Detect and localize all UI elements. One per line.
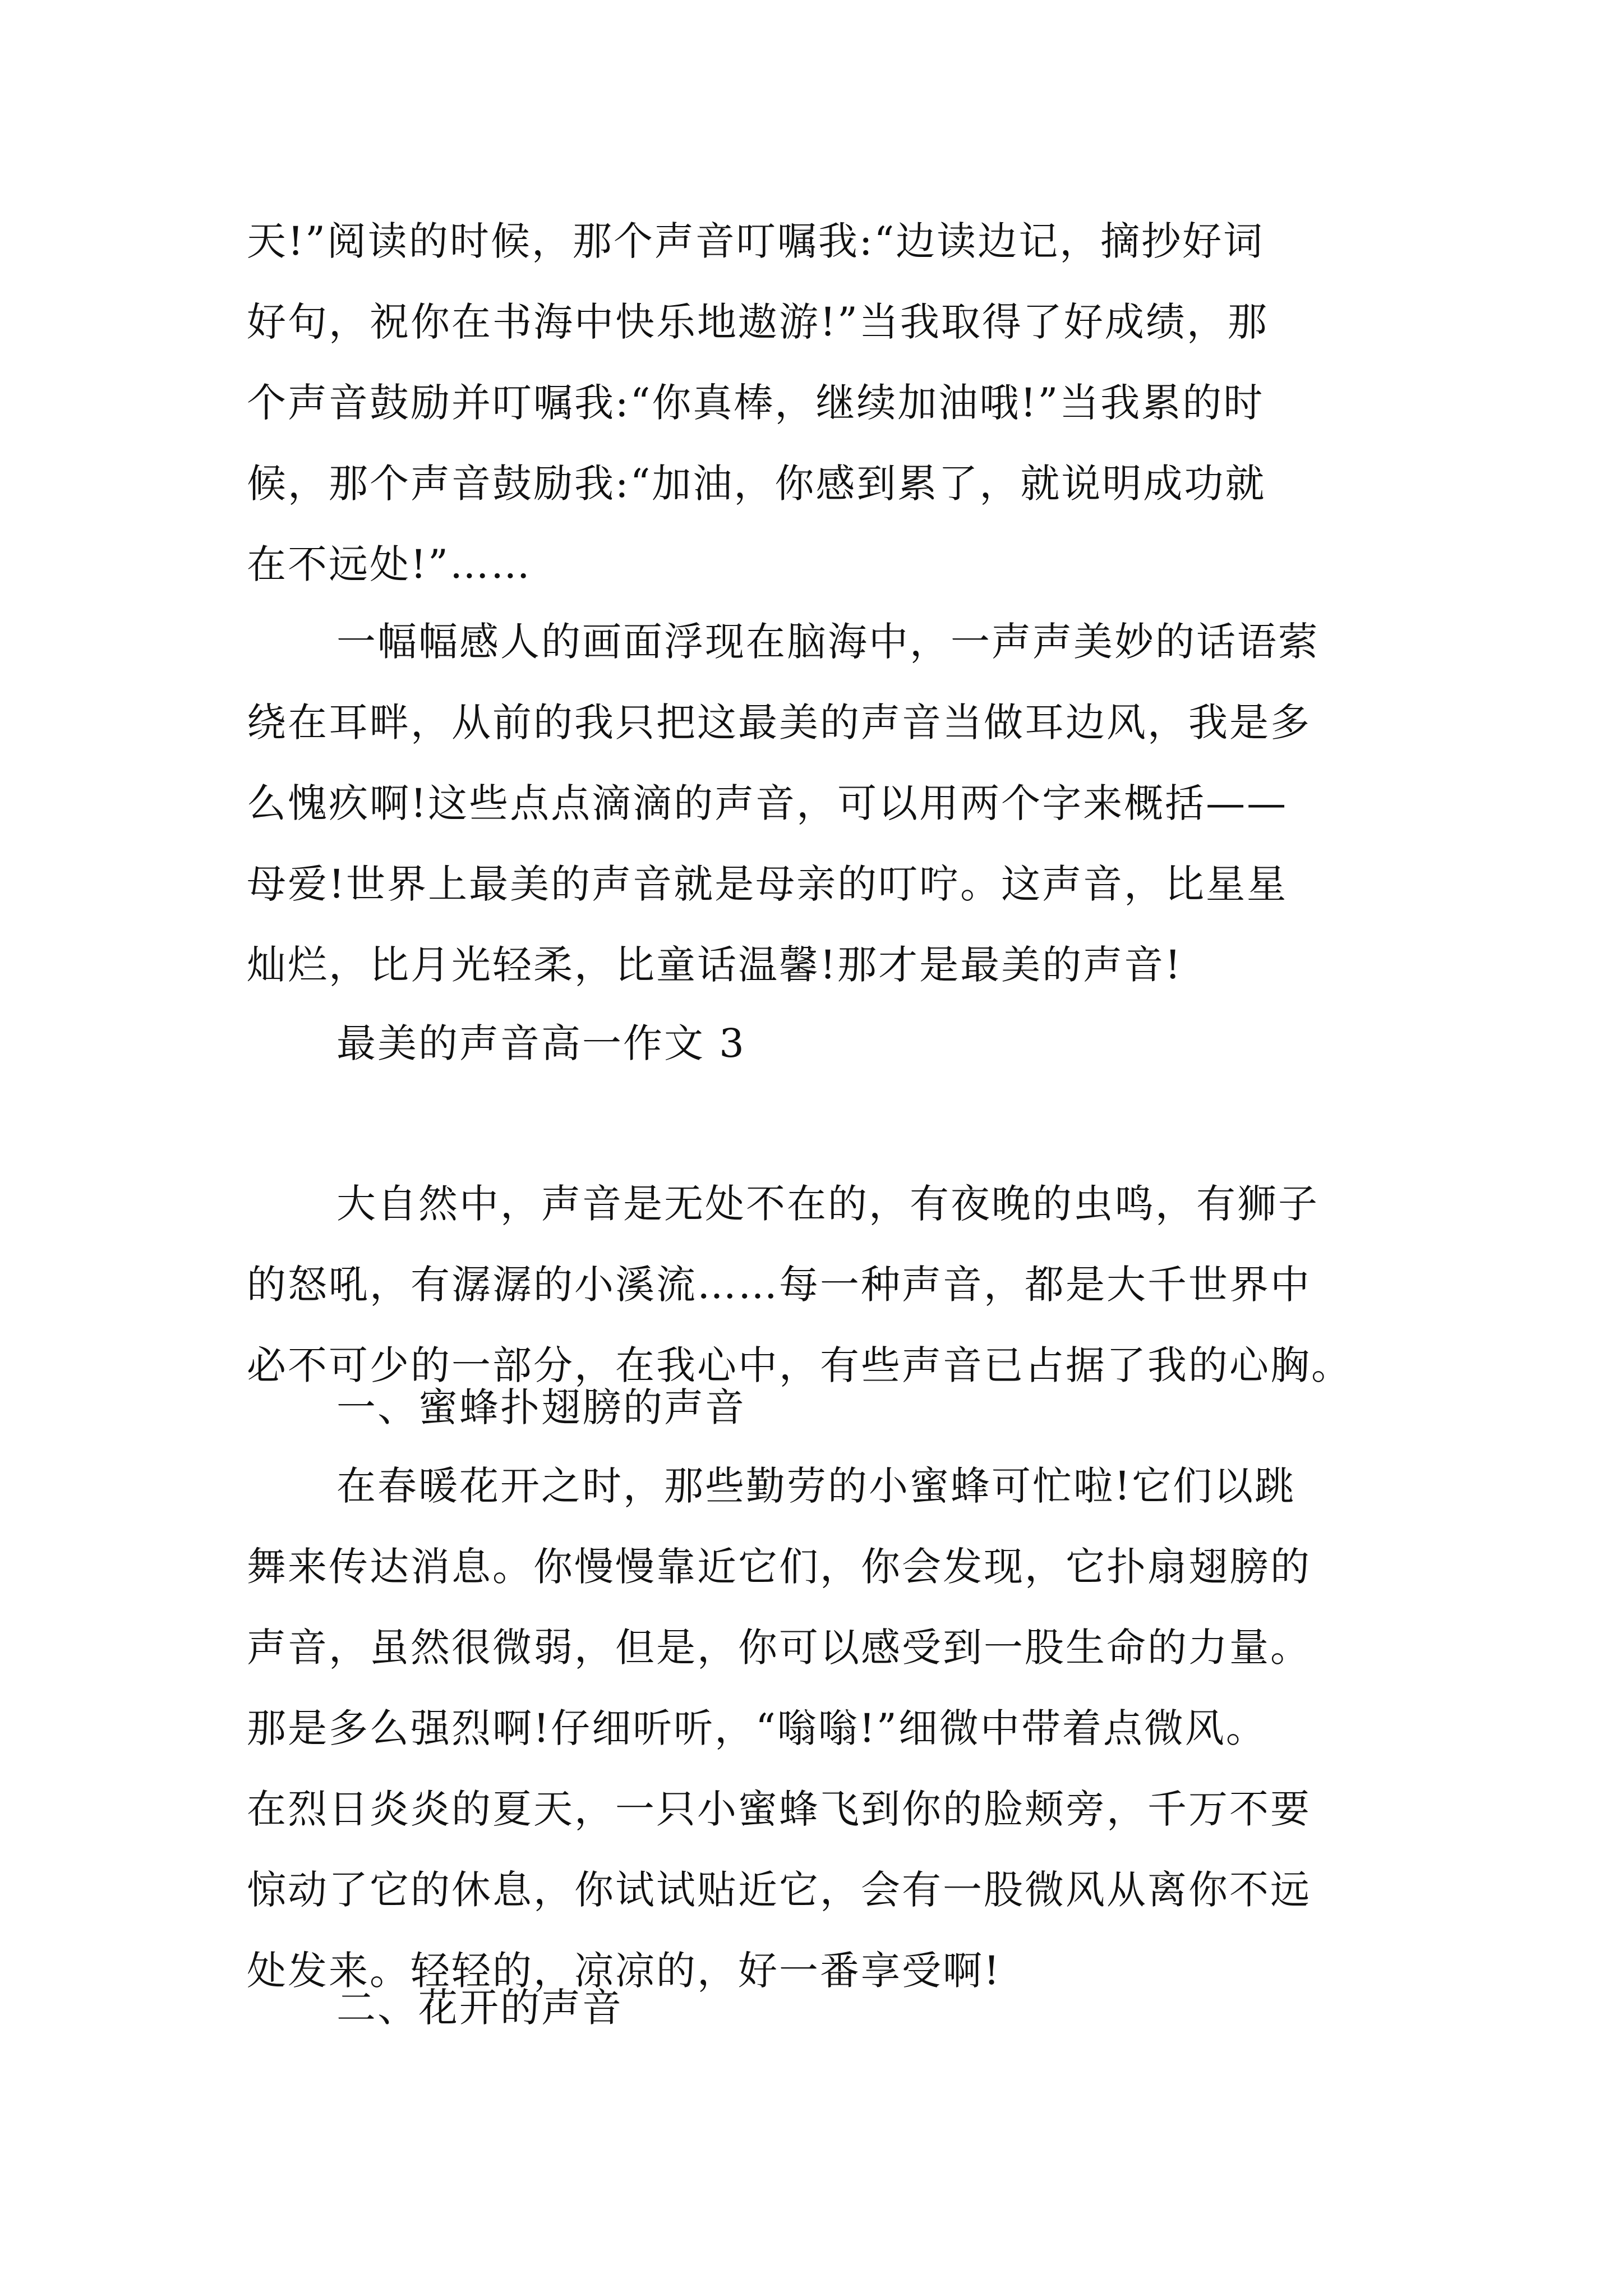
section-heading: 二、花开的声音 (336, 1985, 623, 2031)
section-heading: 一、蜜蜂扑翅膀的声音 (336, 1384, 746, 1430)
body-paragraph: 大自然中，声音是无处不在的，有夜晚的虫鸣，有狮子 的怒吼，有潺潺的小溪流……每一种声音，都是大千世界中 必不可少的一部分，在我心中，有些声音已占据了我的心胸。 (247, 1181, 1352, 1388)
essay-title: 最美的声音高一作文 3 (336, 1020, 746, 1066)
body-paragraph: 天!”阅读的时候，那个声音叮嘱我:“边读边记，摘抄好词 好句，祝你在书海中快乐地遨游!”当我取得了好成绩，那 个声音鼓励并叮嘱我:“你真棒，继续加油哦!”当我累的时 候，那个声音鼓励我:“加油，你感到累了，就说明成功就 在不远处!”…… (247, 218, 1269, 587)
body-paragraph: 在春暖花开之时，那些勤劳的小蜜蜂可忙啦!它们以跳 舞来传达消息。你慢慢靠近它们，你会发现，它扑扇翅膀的 声音，虽然很微弱，但是，你可以感受到一股生命的力量。 那是多么强烈啊!仔细听听，“嗡嗡!”细微中带着点微风。 在烈日炎炎的夏天，一只小蜜蜂飞到你的脸颊旁，千万不要 惊动了它的休息，你试试贴近它，会有一股微风从离你不远 处发来。轻轻的，凉凉的，好一番享受啊! (247, 1463, 1311, 1994)
body-paragraph: 一幅幅感人的画面浮现在脑海中，一声声美妙的话语萦 绕在耳畔，从前的我只把这最美的声音当做耳边风，我是多 么愧疚啊!这些点点滴滴的声音，可以用两个字来概括—— 母爱!世界上最美的声音就是母亲的叮咛。这声音，比星星 灿烂，比月光轻柔，比童话温馨!那才是最美的声音! (247, 619, 1319, 988)
